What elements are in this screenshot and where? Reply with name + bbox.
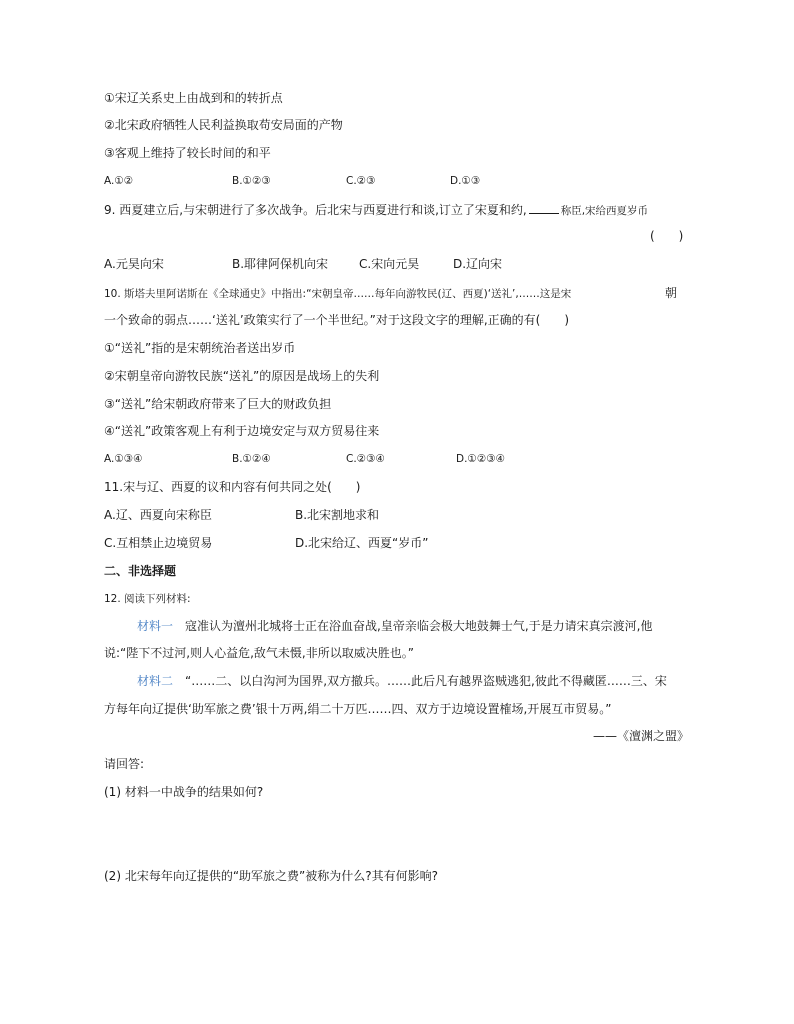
q10-stem-line1-end: 朝 (665, 286, 678, 300)
q8-option-d: D.①③ (450, 175, 481, 187)
q8-option-c: C.②③ (346, 175, 376, 187)
q11-option-c: C.互相禁止边境贸易 (104, 536, 213, 550)
q11-option-d: D.北宋给辽、西夏“岁币” (295, 536, 429, 550)
q9-stem (104, 201, 648, 219)
statement-1: ①宋辽关系史上由战到和的转折点 (104, 91, 283, 105)
q9-option-c: C.宋向元昊 (359, 257, 420, 271)
material-2-text-line1: “……二、以白沟河为国界,双方撤兵。……此后凡有越界盗贼逃犯,彼此不得藏匿……三、宋 (185, 674, 667, 688)
q9-answer-bracket: ( ) (650, 229, 684, 243)
q10-option-c: C.②③④ (346, 453, 385, 465)
q12-ask: 请回答: (104, 757, 145, 771)
q8-option-a: A.①② (104, 175, 134, 187)
q12-sub-question-2: (2) 北宋每年向辽提供的“助军旅之费”被称为什么?其有何影响? (104, 869, 438, 883)
q8-option-b: B.①②③ (232, 175, 271, 187)
material-2-source: ——《澶渊之盟》 (593, 729, 690, 743)
q10-option-a: A.①③④ (104, 453, 143, 465)
q9-option-a: A.元昊向宋 (104, 257, 164, 271)
q9-option-d: D.辽向宋 (453, 257, 503, 271)
q11-option-b: B.北宋割地求和 (295, 508, 380, 522)
q12-stem: 12. 阅读下列材料: (104, 593, 191, 605)
q10-stem-line2: 一个致命的弱点……‘送礼’政策实行了一个半世纪。”对于这段文字的理解,正确的有( ) (104, 313, 570, 327)
q10-statement-3: ③“送礼”给宋朝政府带来了巨大的财政负担 (104, 397, 332, 411)
q10-statement-2: ②宋朝皇帝向游牧民族“送礼”的原因是战场上的失利 (104, 369, 380, 383)
q12-material-2-line1 (137, 673, 667, 689)
q10-statement-4: ④“送礼”政策客观上有利于边境安定与双方贸易往来 (104, 424, 380, 438)
q12-material-2-line2: 方每年向辽提供‘助军旅之费’银十万两,绢二十万匹……四、双方于边境设置榷场,开展互市贸易。” (104, 702, 612, 716)
q10-stem-line1: 10. 斯塔夫里阿诺斯在《全球通史》中指出:“宋朝皇帝……每年向游牧民(辽、西夏)‘送礼’,……这是宋 (104, 288, 572, 300)
material-2-label: 材料二 (137, 674, 174, 688)
q10-statement-1: ①“送礼”指的是宋朝统治者送出岁币 (104, 341, 296, 355)
q9-blank (529, 201, 559, 214)
q11-stem: 11.宋与辽、西夏的议和内容有何共同之处( ) (104, 480, 361, 494)
q9-option-b: B.耶律阿保机向宋 (232, 257, 329, 271)
q11-option-a: A.辽、西夏向宋称臣 (104, 508, 212, 522)
material-1-label: 材料一 (137, 619, 174, 633)
q12-sub-question-1: (1) 材料一中战争的结果如何? (104, 785, 264, 799)
material-1-text-line1: 寇准认为澶州北城将士正在浴血奋战,皇帝亲临会极大地鼓舞士气,于是力请宋真宗渡河,他 (185, 619, 653, 633)
q10-option-d: D.①②③④ (456, 453, 506, 465)
statement-3: ③客观上维持了较长时间的和平 (104, 146, 271, 160)
q10-option-b: B.①②④ (232, 453, 271, 465)
q9-stem-a: 9. 西夏建立后,与宋朝进行了多次战争。后北宋与西夏进行和谈,订立了宋夏和约, (104, 203, 527, 217)
q9-stem-b: 称臣,宋给西夏岁币 (560, 205, 649, 217)
section-heading: 二、非选择题 (104, 564, 177, 578)
q12-material-1-line1 (137, 618, 652, 634)
statement-2: ②北宋政府牺牲人民利益换取苟安局面的产物 (104, 118, 343, 132)
q12-material-1-line2: 说:“陛下不过河,则人心益危,敌气未慑,非所以取威决胜也。” (104, 646, 414, 660)
